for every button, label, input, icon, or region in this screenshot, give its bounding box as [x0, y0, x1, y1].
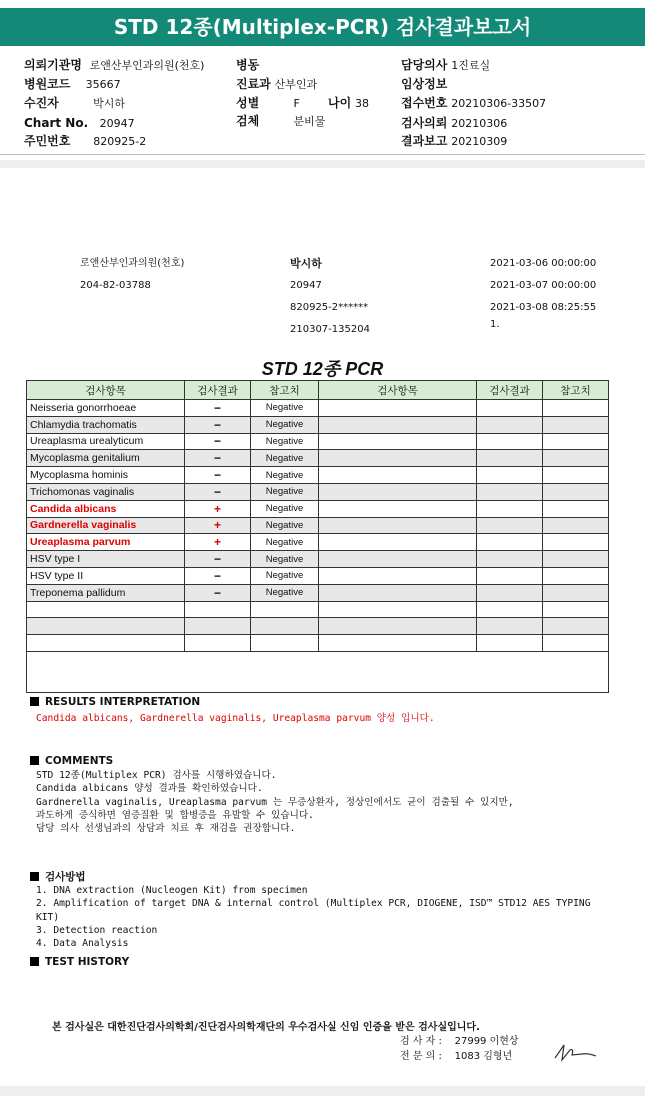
- info-clinic: 로앤산부인과의원(천호): [80, 258, 185, 269]
- table-cell: −: [185, 450, 251, 467]
- table-header-row: [27, 381, 609, 400]
- empty-cell: [543, 483, 609, 500]
- table-cell: −: [185, 467, 251, 484]
- panel-title: STD 12종 PCR: [261, 359, 384, 379]
- empty-cell: [543, 534, 609, 551]
- clinical-field: 임상정보: [401, 77, 448, 91]
- method-line: 1. DNA extraction (Nucleogen Kit) from specimen: [36, 885, 308, 896]
- empty-cell: [543, 450, 609, 467]
- table-cell: [251, 635, 319, 652]
- empty-cell: [319, 500, 477, 517]
- empty-cell: [477, 400, 543, 417]
- table-cell: Negative: [251, 467, 319, 484]
- empty-cell: [477, 467, 543, 484]
- empty-cell: [477, 517, 543, 534]
- table-row: [27, 517, 609, 534]
- table-cell: HSV type I: [27, 551, 185, 568]
- history-heading: TEST HISTORY: [30, 956, 129, 968]
- empty-cell: [319, 483, 477, 500]
- comment-line: Candida albicans 양성 결과를 확인하였습니다.: [36, 783, 263, 795]
- info-seq: 1.: [490, 319, 500, 330]
- table-cell: Mycoplasma genitalium: [27, 450, 185, 467]
- comments-heading: COMMENTS: [30, 755, 113, 767]
- empty-cell: [543, 551, 609, 568]
- table-cell: −: [185, 433, 251, 450]
- table-cell: Trichomonas vaginalis: [27, 483, 185, 500]
- table-cell: Negative: [251, 534, 319, 551]
- empty-cell: [543, 433, 609, 450]
- table-cell: [27, 601, 185, 618]
- comment-line: 담당 의사 선생님과의 상담과 치료 후 재검을 권장합니다.: [36, 823, 296, 835]
- table-row: [27, 567, 609, 584]
- sex-field: 성별 F: [236, 96, 300, 110]
- signature-icon: [552, 1040, 600, 1064]
- table-row: [27, 433, 609, 450]
- empty-cell: [319, 517, 477, 534]
- info-date1: 2021-03-06 00:00:00: [490, 258, 597, 269]
- table-cell: Gardnerella vaginalis: [27, 517, 185, 534]
- table-cell: Ureaplasma parvum: [27, 534, 185, 551]
- results-table: [26, 380, 609, 652]
- table-cell: Neisseria gonorrhoeae: [27, 400, 185, 417]
- table-row: [27, 635, 609, 652]
- hospital-code-field: 병원코드 35667: [24, 77, 121, 91]
- info-resident: 820925-2******: [290, 302, 369, 313]
- table-cell: −: [185, 567, 251, 584]
- empty-cell: [543, 517, 609, 534]
- method-line: 3. Detection reaction: [36, 924, 158, 936]
- empty-cell: [543, 567, 609, 584]
- table-cell: −: [185, 483, 251, 500]
- divider: [0, 160, 645, 168]
- empty-cell: [543, 467, 609, 484]
- table-cell: +: [185, 500, 251, 517]
- empty-cell: [319, 584, 477, 601]
- specimen-field: 검체 분비물: [236, 114, 326, 128]
- empty-cell: [543, 618, 609, 635]
- receipt-field: 접수번호 20210306-33507: [401, 96, 547, 110]
- request-date-field: 검사의뢰 20210306: [401, 116, 508, 130]
- patient-field: 수진자 박시하: [24, 96, 126, 110]
- column-header: 검사항목: [319, 381, 477, 400]
- empty-cell: [477, 551, 543, 568]
- empty-cell: [477, 450, 543, 467]
- institution-field: 의뢰기관명 로앤산부인과의원(천호): [24, 58, 205, 72]
- empty-cell: [477, 567, 543, 584]
- method-line: KIT): [36, 911, 60, 923]
- table-footer-box: [26, 652, 609, 693]
- method-line: 2. Amplification of target DNA & internal control (Multiplex PCR, DIOGENE, ISD™ STD12 AES TYPING: [36, 898, 591, 910]
- report-date-field: 결과보고 20210309: [401, 134, 508, 148]
- empty-cell: [477, 618, 543, 635]
- empty-cell: [543, 416, 609, 433]
- resident-field: 주민번호 820925-2: [24, 134, 147, 148]
- empty-cell: [319, 467, 477, 484]
- table-cell: Negative: [251, 500, 319, 517]
- table-cell: Negative: [251, 567, 319, 584]
- empty-cell: [319, 433, 477, 450]
- table-row: [27, 601, 609, 618]
- column-header: 참고치: [251, 381, 319, 400]
- doctor-field: 담당의사 1진료실: [401, 58, 491, 72]
- divider: [0, 154, 645, 155]
- specialist-line: 전 문 의 : 1083 김형년: [400, 1051, 513, 1062]
- table-row: [27, 416, 609, 433]
- table-cell: Candida albicans: [27, 500, 185, 517]
- table-cell: Negative: [251, 400, 319, 417]
- table-cell: −: [185, 416, 251, 433]
- info-name: 박시하: [290, 257, 322, 270]
- table-cell: +: [185, 534, 251, 551]
- empty-cell: [543, 500, 609, 517]
- table-cell: Treponema pallidum: [27, 584, 185, 601]
- empty-cell: [319, 635, 477, 652]
- comment-line: Gardnerella vaginalis, Ureaplasma parvum 는 무증상환자, 정상인에서도 균이 검출될 수 있지만,: [36, 796, 514, 808]
- age-field: 나이 38: [328, 96, 370, 110]
- empty-cell: [477, 483, 543, 500]
- table-cell: −: [185, 551, 251, 568]
- table-row: [27, 534, 609, 551]
- empty-cell: [543, 400, 609, 417]
- info-date2: 2021-03-07 00:00:00: [490, 280, 597, 291]
- table-cell: Negative: [251, 517, 319, 534]
- table-row: [27, 500, 609, 517]
- table-cell: [251, 601, 319, 618]
- table-row: [27, 450, 609, 467]
- table-cell: Negative: [251, 450, 319, 467]
- column-header: 검사항목: [27, 381, 185, 400]
- table-cell: Negative: [251, 483, 319, 500]
- table-cell: Negative: [251, 551, 319, 568]
- empty-cell: [477, 416, 543, 433]
- table-cell: Negative: [251, 416, 319, 433]
- comments-text: [36, 769, 514, 835]
- table-row: [27, 584, 609, 601]
- method-text: [36, 884, 591, 950]
- column-header: 검사결과: [185, 381, 251, 400]
- method-line: 4. Data Analysis: [36, 938, 129, 950]
- table-cell: [251, 618, 319, 635]
- table-cell: Ureaplasma urealyticum: [27, 433, 185, 450]
- page-bottom-band: [0, 1086, 645, 1096]
- table-row: [27, 467, 609, 484]
- empty-cell: [319, 601, 477, 618]
- comment-line: 과도하게 증식하면 염증질환 및 합병증을 유발할 수 있습니다.: [36, 809, 314, 821]
- ward-field: 병동: [236, 58, 260, 72]
- table-row: [27, 400, 609, 417]
- empty-cell: [477, 601, 543, 618]
- table-cell: Mycoplasma hominis: [27, 467, 185, 484]
- empty-cell: [319, 416, 477, 433]
- empty-cell: [319, 618, 477, 635]
- table-row: [27, 483, 609, 500]
- empty-cell: [543, 635, 609, 652]
- table-row: [27, 618, 609, 635]
- table-cell: Negative: [251, 584, 319, 601]
- table-row: [27, 551, 609, 568]
- column-header: 참고치: [543, 381, 609, 400]
- empty-cell: [543, 601, 609, 618]
- empty-cell: [319, 551, 477, 568]
- table-cell: Chlamydia trachomatis: [27, 416, 185, 433]
- tester-line: 검 사 자 : 27999 이현상: [400, 1036, 519, 1047]
- dept-field: 진료과 산부인과: [236, 77, 318, 91]
- method-heading: 검사방법: [30, 869, 86, 884]
- info-chart: 20947: [290, 280, 322, 291]
- empty-cell: [477, 635, 543, 652]
- empty-cell: [477, 433, 543, 450]
- report-title: STD 12종(Multiplex-PCR) 검사결과보고서: [0, 8, 645, 46]
- table-cell: [27, 618, 185, 635]
- column-header: 검사결과: [477, 381, 543, 400]
- empty-cell: [477, 534, 543, 551]
- table-cell: −: [185, 400, 251, 417]
- table-cell: HSV type II: [27, 567, 185, 584]
- table-cell: [185, 635, 251, 652]
- chart-field: Chart No. 20947: [24, 116, 135, 130]
- certification-text: 본 검사실은 대한진단검사의학회/진단검사의학재단의 우수검사실 신임 인증을 받은 검사실입니다.: [52, 1022, 480, 1033]
- empty-cell: [477, 584, 543, 601]
- results-text: Candida albicans, Gardnerella vaginalis, Ureaplasma parvum 양성 입니다.: [36, 713, 435, 724]
- empty-cell: [543, 584, 609, 601]
- table-cell: Negative: [251, 433, 319, 450]
- info-sample-id: 210307-135204: [290, 324, 370, 335]
- info-biz-no: 204-82-03788: [80, 280, 151, 291]
- table-cell: [185, 601, 251, 618]
- empty-cell: [319, 534, 477, 551]
- table-cell: +: [185, 517, 251, 534]
- info-date3: 2021-03-08 08:25:55: [490, 302, 597, 313]
- table-cell: [185, 618, 251, 635]
- results-heading: RESULTS INTERPRETATION: [30, 696, 200, 708]
- empty-cell: [319, 567, 477, 584]
- empty-cell: [477, 500, 543, 517]
- table-cell: −: [185, 584, 251, 601]
- table-cell: [27, 635, 185, 652]
- empty-cell: [319, 450, 477, 467]
- empty-cell: [319, 400, 477, 417]
- comment-line: STD 12종(Multiplex PCR) 검사를 시행하였습니다.: [36, 770, 277, 781]
